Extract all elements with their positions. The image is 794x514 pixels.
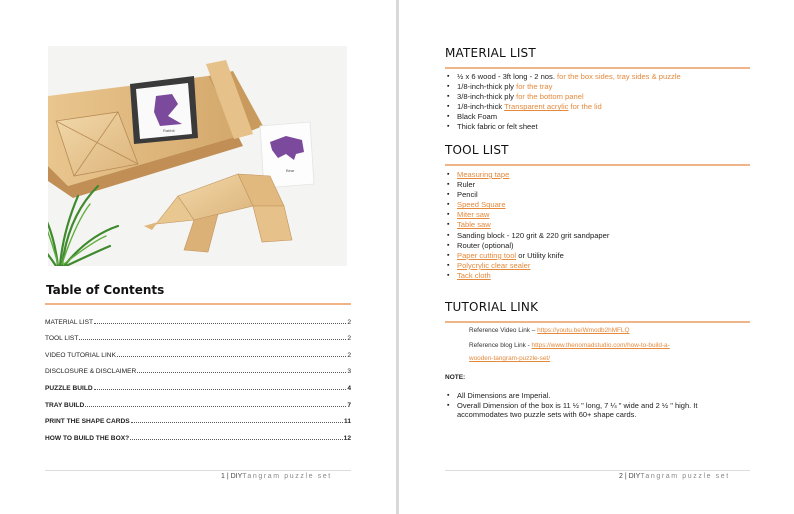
item-text: Pencil <box>457 190 478 200</box>
toc-leader-dots <box>131 422 343 423</box>
tool-list-heading: TOOL LIST <box>445 143 509 157</box>
toc-entry-page: 12 <box>343 434 351 442</box>
toc-leader-dots <box>94 389 347 390</box>
tool-list <box>457 170 609 281</box>
footer-separator: | DIY <box>226 473 243 480</box>
speed-square-link[interactable]: Speed Square <box>457 200 506 210</box>
miter-saw-link[interactable]: Miter saw <box>457 210 490 220</box>
toc-title: Table of Contents <box>46 283 165 297</box>
blog-url-link-continued[interactable]: wooden-tangram-puzzle-set/ <box>469 355 550 362</box>
video-reference <box>469 327 629 334</box>
toc-leader-dots <box>117 356 346 357</box>
page-1 <box>0 0 396 514</box>
list-item <box>457 210 609 220</box>
list-item <box>457 72 681 82</box>
toc-entry-label: HOW TO BUILD THE BOX? <box>45 434 130 442</box>
toc-leader-dots <box>85 406 346 407</box>
toc-entry-build-box[interactable] <box>45 425 351 442</box>
item-text: Sanding block - 120 grit & 220 grit sandpaper <box>457 230 610 240</box>
note-title: NOTE: <box>445 374 466 381</box>
note-item: ▪ Overall Dimension of the box is 11 ½ " long, 7 ¼ " wide and 2 ½ " high. It accommodates two puzzle sets with 60+ shape cards. <box>457 401 749 420</box>
item-text: 3/8-inch-thick ply <box>457 92 514 102</box>
measuring-tape-link[interactable]: Measuring tape <box>457 170 510 179</box>
item-text: or Utility knife <box>516 250 564 260</box>
toc-divider <box>45 303 351 305</box>
item-note: for the lid <box>568 102 602 112</box>
table-of-contents <box>45 309 351 442</box>
material-list <box>457 72 681 133</box>
toc-entry-page: 4 <box>347 384 351 392</box>
transparent-acrylic-link[interactable]: Transparent acrylic <box>504 102 569 112</box>
toc-entry-page: 11 <box>344 418 351 426</box>
toc-entry-page: 7 <box>347 401 351 409</box>
tangram-photo-illustration <box>48 46 347 266</box>
video-reference-label: Reference Video Link – <box>469 327 538 334</box>
toc-entry-tray-build[interactable] <box>45 392 351 409</box>
toc-leader-dots <box>130 439 343 440</box>
material-list-divider <box>445 67 750 69</box>
list-item <box>457 82 681 92</box>
page-footer <box>221 473 332 480</box>
list-item <box>457 102 681 112</box>
item-note: for the box sides, tray sides & puzzle <box>554 72 681 81</box>
note-list <box>457 391 749 420</box>
toc-entry-label: DISCLOSURE & DISCLAIMER <box>45 368 137 376</box>
page-2 <box>399 0 794 514</box>
toc-entry-label: TOOL LIST <box>45 335 79 343</box>
toc-leader-dots <box>79 339 346 340</box>
page-number: 1 <box>221 473 225 480</box>
rabbit-card-label: Rabbit <box>163 128 175 133</box>
toc-entry-video-tutorial-link[interactable] <box>45 342 351 359</box>
footer-divider <box>445 470 750 471</box>
tack-cloth-link[interactable]: Tack cloth <box>457 270 491 280</box>
footer-brand: Tangram puzzle set <box>640 473 730 480</box>
toc-entry-label: MATERIAL LIST <box>45 318 93 326</box>
toc-entry-label: PRINT THE SHAPE CARDS <box>45 418 130 426</box>
table-saw-link[interactable]: Table saw <box>457 220 491 230</box>
list-item <box>457 170 609 180</box>
list-item <box>457 231 609 241</box>
footer-brand: Tangram puzzle set <box>242 473 332 480</box>
list-item <box>457 122 681 132</box>
item-text: Black Foam <box>457 112 498 122</box>
toc-entry-label: TRAY BUILD <box>45 401 85 409</box>
video-url-link[interactable]: https://youtu.be/Wmodb2hMFLQ <box>537 327 630 334</box>
toc-entry-material-list[interactable] <box>45 309 351 326</box>
list-item <box>457 271 609 281</box>
list-item <box>457 180 609 190</box>
toc-entry-label: VIDEO TUTORIAL LINK <box>45 351 116 359</box>
list-item <box>457 251 609 261</box>
plant <box>48 186 118 266</box>
footer-separator: | DIY <box>624 473 641 480</box>
note-item: ▪ All Dimensions are Imperial. <box>457 391 749 401</box>
list-item <box>457 241 609 251</box>
toc-entry-page: 3 <box>347 368 351 376</box>
toc-entry-label: PUZZLE BUILD <box>45 384 93 392</box>
item-text: 1/8-inch-thick <box>457 102 505 112</box>
list-item <box>457 112 681 122</box>
page-number: 2 <box>619 473 623 480</box>
toc-entry-page: 2 <box>347 318 351 326</box>
blog-url-link[interactable]: https://www.thenomadstudio.com/how-to-build-a- <box>531 342 670 349</box>
toc-entry-page: 2 <box>347 335 351 343</box>
toc-entry-tool-list[interactable] <box>45 326 351 343</box>
tangram-photo <box>48 46 347 266</box>
toc-entry-print-shape-cards[interactable] <box>45 409 351 426</box>
bear-card-label: Bear <box>286 168 295 173</box>
list-item <box>457 261 609 271</box>
item-text: 1/8-inch-thick ply <box>457 82 514 92</box>
item-text: Router (optional) <box>457 240 514 250</box>
item-text: Thick fabric or felt sheet <box>457 122 538 132</box>
item-note: for the bottom panel <box>513 92 584 102</box>
material-list-heading: MATERIAL LIST <box>445 46 536 60</box>
list-item <box>457 220 609 230</box>
tutorial-link-divider <box>445 321 750 323</box>
list-item <box>457 92 681 102</box>
item-note: for the tray <box>513 82 553 92</box>
toc-entry-disclosure[interactable] <box>45 359 351 376</box>
list-item <box>457 200 609 210</box>
paper-cutting-tool-link[interactable]: Paper cutting tool <box>457 250 517 260</box>
footer-divider <box>45 470 351 471</box>
toc-entry-page: 2 <box>347 351 351 359</box>
toc-leader-dots <box>137 372 346 373</box>
blog-reference-continued <box>469 355 550 362</box>
item-text: Ruler <box>457 180 476 190</box>
blog-reference <box>469 342 670 349</box>
toc-leader-dots <box>94 323 346 324</box>
toc-entry-puzzle-build[interactable] <box>45 375 351 392</box>
tutorial-link-heading: TUTORIAL LINK <box>445 300 539 314</box>
polycrylic-sealer-link[interactable]: Polycrylic clear sealer <box>457 260 531 270</box>
blog-reference-label: Reference blog Link - <box>469 342 532 349</box>
item-text: ½ x 6 wood - 3ft long - 2 nos. <box>457 72 555 81</box>
page-footer <box>619 473 730 480</box>
list-item <box>457 190 609 200</box>
tool-list-divider <box>445 164 750 166</box>
